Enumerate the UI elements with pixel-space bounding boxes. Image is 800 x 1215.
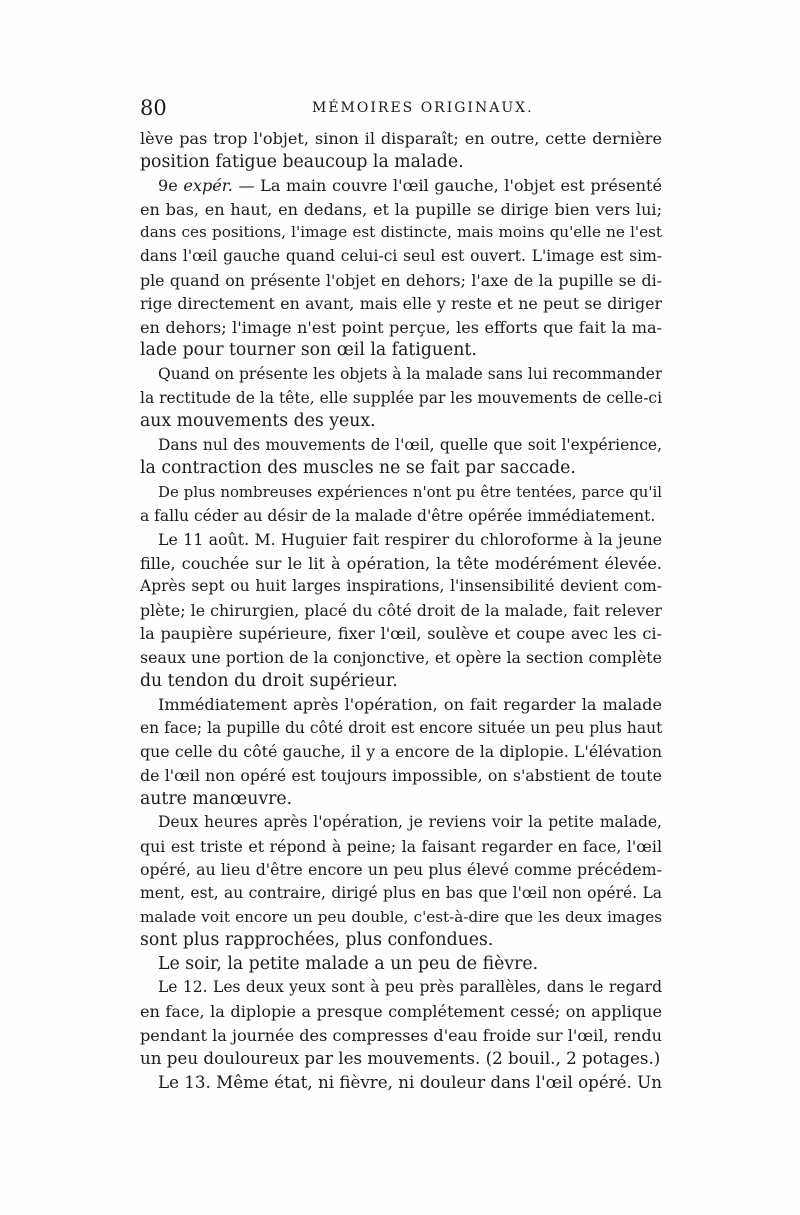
text-line: en face; la pupille du côté droit est encore située un peu plus haut: [140, 718, 662, 737]
text-line: la contraction des muscles ne se fait par saccade.: [140, 458, 576, 479]
text-line: Le soir, la petite malade a un peu de fièvre.: [158, 953, 539, 974]
text-line: malade voit encore un peu double, c'est-à-dire que les deux images: [140, 907, 662, 926]
text-line: seaux une portion de la conjonctive, et opère la section complète: [140, 648, 662, 668]
text-line: De plus nombreuses expériences n'ont pu être tentées, parce qu'il: [158, 482, 662, 501]
text-line: Deux heures après l'opération, je reviens voir la petite malade,: [158, 813, 662, 832]
text-line: rige directement en avant, mais elle y reste et ne peut se diriger: [140, 294, 662, 314]
experiment-label: expér.: [183, 176, 233, 196]
line-text: — La main couvre l'œil gauche, l'objet est présenté: [232, 176, 662, 196]
text-line: dans l'œil gauche quand celui-ci seul est ouvert. L'image est sim-: [140, 246, 662, 265]
page-number: 80: [140, 96, 167, 120]
running-head: [140, 96, 662, 122]
text-line: Après sept ou huit larges inspirations, l'insensibilité devient com-: [140, 577, 662, 596]
text-line: sont plus rapprochées, plus confondues.: [140, 930, 494, 951]
text-line: position fatigue beaucoup la malade.: [140, 151, 464, 172]
text-line: de l'œil non opéré est toujours impossible, on s'abstient de toute: [140, 766, 662, 786]
text-line: en face, la diplopie a presque complétement cessé; on applique: [140, 1001, 662, 1021]
text-line: la paupière supérieure, fixer l'œil, soulève et coupe avec les ci-: [140, 624, 662, 644]
text-line: Immédiatement après l'opération, on fait regarder la malade: [158, 695, 662, 715]
experiment-number: 9e: [158, 176, 184, 196]
text-line: opéré, au lieu d'être encore un peu plus élevé comme précédem-: [140, 860, 662, 880]
text-line: pendant la journée des compresses d'eau froide sur l'œil, rendu: [140, 1025, 662, 1045]
text-line: du tendon du droit supérieur.: [140, 670, 398, 691]
text-line: aux mouvements des yeux.: [140, 411, 376, 432]
text-line: [140, 174, 662, 198]
text-line: qui est triste et répond à peine; la faisant regarder en face, l'œil: [140, 836, 662, 856]
text-line: Dans nul des mouvements de l'œil, quelle que soit l'expérience,: [158, 435, 662, 454]
text-line: lève pas trop l'objet, sinon il disparaît; en outre, cette dernière: [140, 129, 662, 148]
text-line: Le 11 août. M. Huguier fait respirer du chloroforme à la jeune: [158, 530, 662, 550]
text-line: Quand on présente les objets à la malade sans lui recommander: [158, 364, 662, 383]
text-line: que celle du côté gauche, il y a encore de la diplopie. L'élévation: [140, 742, 662, 762]
text-line: dans ces positions, l'image est distincte, mais moins qu'elle ne l'est: [140, 223, 662, 242]
text-line: un peu douloureux par les mouvements. (2 bouil., 2 potages.): [140, 1048, 661, 1069]
text-line: en dehors; l'image n'est point perçue, les efforts que fait la ma-: [140, 317, 662, 337]
text-line: ple quand on présente l'objet en dehors; l'axe de la pupille se di-: [140, 270, 662, 290]
text-line: Le 13. Même état, ni fièvre, ni douleur dans l'œil opéré. Un: [158, 1071, 662, 1092]
text-line: la rectitude de la tête, elle supplée par les mouvements de celle-ci: [140, 388, 662, 407]
text-line: autre manœuvre.: [140, 788, 293, 809]
running-title: MÉMOIRES ORIGINAUX.: [312, 100, 534, 116]
body-text: [140, 127, 662, 1094]
text-line: ment, est, au contraire, dirigé plus en bas que l'œil non opéré. La: [140, 884, 662, 902]
text-line: a fallu céder au désir de la malade d'être opérée immédiatement.: [140, 506, 656, 525]
text-line: Le 12. Les deux yeux sont à peu près parallèles, dans le regard: [158, 978, 662, 997]
text-line: lade pour tourner son œil la fatiguent.: [140, 340, 477, 361]
text-line: fille, couchée sur le lit à opération, la tête modérément élevée.: [140, 553, 662, 573]
text-line: en bas, en haut, en dedans, et la pupille se dirige bien vers lui;: [140, 199, 662, 219]
text-line: plète; le chirurgien, placé du côté droit de la malade, fait relever: [140, 600, 662, 620]
